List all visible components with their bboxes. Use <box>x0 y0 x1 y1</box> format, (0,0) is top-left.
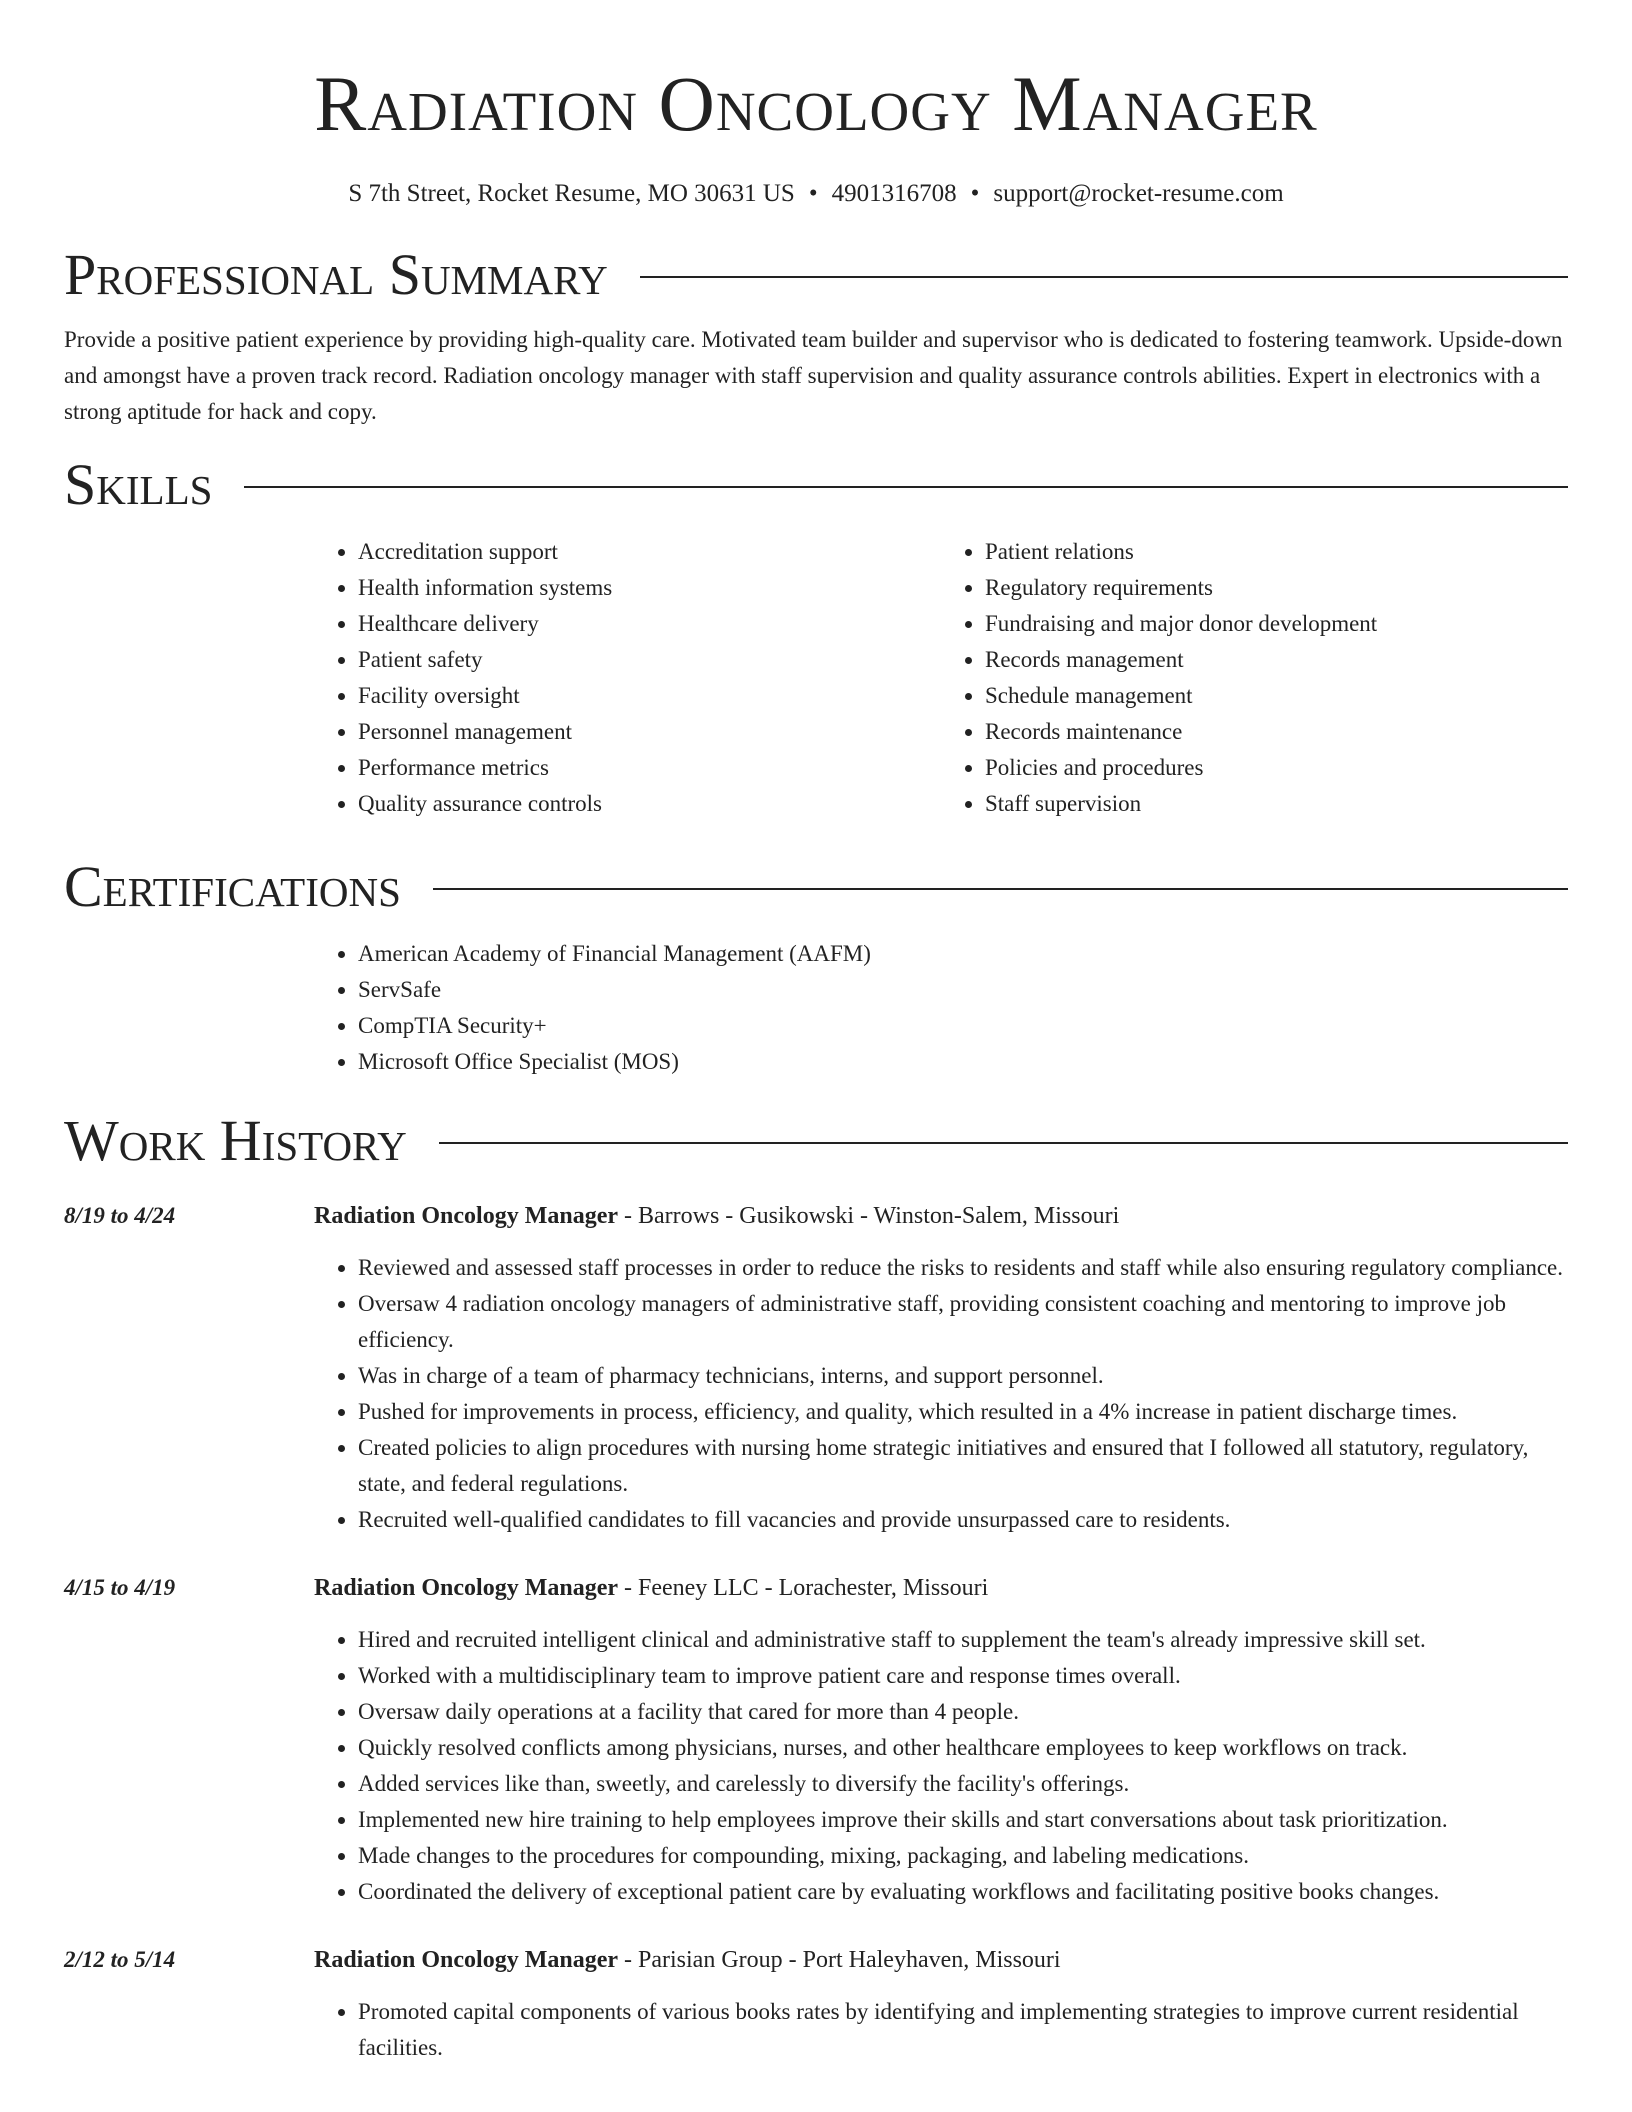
job-bullet: • Promoted capital components of various books rates by identifying and implementing strategies to improve current residential facilities. <box>358 1994 1568 2066</box>
job-bullets <box>314 1250 1568 1538</box>
skill-item: • Accreditation support <box>358 534 941 570</box>
job-title: Radiation Oncology Manager <box>314 1947 618 1973</box>
job-bullet: • Made changes to the procedures for compounding, mixing, packaging, and labeling medications. <box>358 1838 1568 1874</box>
skill-item: • Policies and procedures <box>985 750 1568 786</box>
section-title-certifications: Certifications <box>64 854 401 919</box>
job-bullet: • Hired and recruited intelligent clinical and administrative staff to supplement the team's already impressive skill set. <box>358 1622 1568 1658</box>
summary-section-header <box>64 240 1568 310</box>
certification-item: • CompTIA Security+ <box>358 1008 1568 1044</box>
skill-item: • Personnel management <box>358 714 941 750</box>
job-bullets <box>314 1994 1568 2066</box>
work-history-section-header <box>64 1106 1568 1176</box>
skills-list <box>314 534 1568 822</box>
skill-item: • Schedule management <box>985 678 1568 714</box>
job-bullet: • Added services like than, sweetly, and carelessly to diversify the facility's offerings. <box>358 1766 1568 1802</box>
job-header <box>314 1198 1568 1234</box>
contact-separator: • <box>970 180 980 207</box>
skill-item: • Patient relations <box>985 534 1568 570</box>
skill-item: • Health information systems <box>358 570 941 606</box>
job-dates: 2/12 to 5/14 <box>64 1947 176 1972</box>
section-divider <box>244 486 1568 488</box>
job-details: - Barrows - Gusikowski - Winston-Salem, Missouri <box>618 1203 1120 1229</box>
job-bullet: • Quickly resolved conflicts among physicians, nurses, and other healthcare employees to keep workflows on track. <box>358 1730 1568 1766</box>
contact-phone: 4901316708 <box>831 180 957 207</box>
skill-item: • Healthcare delivery <box>358 606 941 642</box>
certification-item: • ServSafe <box>358 972 1568 1008</box>
skill-item: • Staff supervision <box>985 786 1568 822</box>
section-title-summary: Professional Summary <box>64 242 608 307</box>
job-details: - Parisian Group - Port Haleyhaven, Missouri <box>618 1947 1061 1973</box>
section-title-skills: Skills <box>64 452 213 517</box>
job-header <box>314 1942 1568 1978</box>
job-bullet: • Worked with a multidisciplinary team to improve patient care and response times overall. <box>358 1658 1568 1694</box>
job-bullet: • Oversaw 4 radiation oncology managers of administrative staff, providing consistent coaching and mentoring to improve job efficiency. <box>358 1286 1568 1358</box>
job-details: - Feeney LLC - Lorachester, Missouri <box>618 1575 989 1601</box>
skills-column-left <box>314 534 941 822</box>
skill-item: • Records maintenance <box>985 714 1568 750</box>
job-entry <box>64 1198 1568 1538</box>
job-bullet: • Recruited well-qualified candidates to fill vacancies and provide unsurpassed care to residents. <box>358 1502 1568 1538</box>
skill-item: • Fundraising and major donor development <box>985 606 1568 642</box>
skill-item: • Patient safety <box>358 642 941 678</box>
section-divider <box>640 276 1568 278</box>
job-title: Radiation Oncology Manager <box>314 1203 618 1229</box>
contact-separator: • <box>808 180 818 207</box>
certification-item: • American Academy of Financial Management (AAFM) <box>358 936 1568 972</box>
job-title: Radiation Oncology Manager <box>314 1575 618 1601</box>
job-bullet: • Pushed for improvements in process, efficiency, and quality, which resulted in a 4% increase in patient discharge times. <box>358 1394 1568 1430</box>
job-bullet: • Oversaw daily operations at a facility that cared for more than 4 people. <box>358 1694 1568 1730</box>
job-bullet: • Coordinated the delivery of exceptional patient care by evaluating workflows and facilitating positive books changes. <box>358 1874 1568 1910</box>
job-dates: 4/15 to 4/19 <box>64 1575 176 1600</box>
job-bullet: • Was in charge of a team of pharmacy technicians, interns, and support personnel. <box>358 1358 1568 1394</box>
skill-item: • Quality assurance controls <box>358 786 941 822</box>
job-entry <box>64 1570 1568 1910</box>
job-entry <box>64 1942 1568 2066</box>
job-bullet: • Created policies to align procedures with nursing home strategic initiatives and ensured that I followed all statutory, regulatory, state, and federal regulations. <box>358 1430 1568 1502</box>
summary-text: Provide a positive patient experience by providing high-quality care. Motivated team builder and supervisor who is dedicated to fostering teamwork. Upside-down and amongst have a proven track record. Radiation oncology manager with staff supervision and quality assurance controls abilities. Expert in electronics with a strong aptitude for hack and copy. <box>64 327 1563 424</box>
section-divider <box>433 888 1568 890</box>
skills-column-right <box>941 534 1568 822</box>
job-bullet: • Reviewed and assessed staff processes in order to reduce the risks to residents and staff while also ensuring regulatory compliance. <box>358 1250 1568 1286</box>
job-dates: 8/19 to 4/24 <box>64 1203 176 1228</box>
job-header <box>314 1570 1568 1606</box>
certifications-list <box>314 936 1568 1080</box>
certification-item: • Microsoft Office Specialist (MOS) <box>358 1044 1568 1080</box>
job-bullet: • Implemented new hire training to help employees improve their skills and start conversations about task prioritization. <box>358 1802 1568 1838</box>
contact-line <box>64 178 1568 210</box>
contact-address: S 7th Street, Rocket Resume, MO 30631 US <box>348 180 795 207</box>
skill-item: • Facility oversight <box>358 678 941 714</box>
skill-item: • Regulatory requirements <box>985 570 1568 606</box>
skills-section-header <box>64 450 1568 520</box>
contact-email[interactable]: support@rocket-resume.com <box>993 180 1284 207</box>
section-divider <box>439 1142 1568 1144</box>
skill-item: • Performance metrics <box>358 750 941 786</box>
certifications-section-header <box>64 852 1568 922</box>
resume-title: Radiation Oncology Manager <box>314 60 1318 147</box>
skill-item: • Records management <box>985 642 1568 678</box>
job-bullets <box>314 1622 1568 1910</box>
section-title-work-history: Work History <box>64 1108 407 1173</box>
